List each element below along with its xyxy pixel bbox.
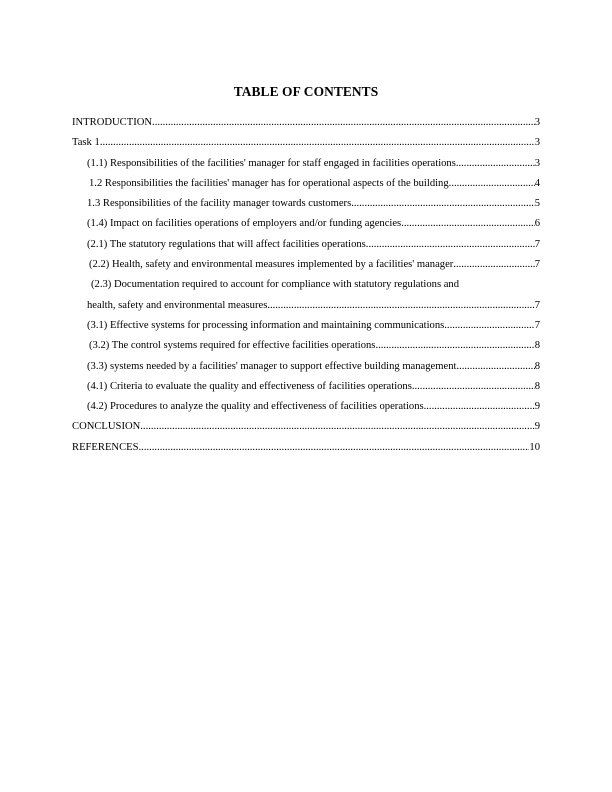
dot-leader — [152, 113, 535, 133]
toc-page-number: 7 — [534, 299, 540, 311]
toc-page-number: 3 — [534, 137, 540, 149]
dot-leader — [456, 357, 534, 377]
dot-leader — [375, 336, 534, 356]
toc-entry-4-2[interactable] — [72, 397, 540, 417]
toc-entry-text: CONCLUSION — [72, 421, 141, 433]
dot-leader — [456, 154, 535, 174]
toc-entry-1-1[interactable] — [72, 154, 540, 174]
toc-page-number: 3 — [534, 117, 540, 128]
toc-page-number: 7 — [534, 319, 540, 331]
dot-leader — [139, 438, 530, 458]
toc-entry-text: 1.3 Responsibilities of the facility manager towards customers — [87, 198, 352, 210]
toc-page-number: 7 — [534, 238, 540, 250]
toc-entry-2-2[interactable] — [72, 255, 540, 275]
toc-entry-text: (2.1) The statutory regulations that will affect facilities operations — [87, 238, 366, 250]
toc-entry-1-2[interactable] — [72, 174, 540, 194]
toc-entry-text: REFERENCES — [72, 441, 139, 453]
toc-entry-text: (3.1) Effective systems for processing information and maintaining communications. — [87, 319, 447, 331]
toc-entry-text: (1.1) Responsibilities of the facilities' manager for staff engaged in facilities operations — [87, 157, 456, 169]
toc-entry-references[interactable] — [72, 438, 540, 458]
dot-leader — [453, 255, 534, 275]
toc-page-number: 4 — [534, 177, 540, 189]
table-of-contents — [72, 113, 540, 458]
toc-entry-3-1[interactable] — [72, 316, 540, 336]
dot-leader — [426, 397, 534, 417]
dot-leader — [140, 417, 534, 437]
toc-page-number: 10 — [529, 441, 540, 453]
toc-page-number: 9 — [534, 401, 540, 413]
toc-page-number: 6 — [534, 218, 540, 230]
toc-page-number: 9 — [534, 421, 540, 433]
dot-leader — [401, 214, 535, 234]
toc-entry-text: INTRODUCTION — [72, 117, 153, 128]
toc-page-number: 8 — [534, 380, 540, 392]
toc-page-number: 8 — [534, 360, 540, 372]
dot-leader — [267, 296, 534, 316]
toc-entry-text: health, safety and environmental measures — [87, 299, 268, 311]
toc-entry-text: (4.1) Criteria to evaluate the quality and effectiveness of facilities operations — [87, 380, 412, 392]
toc-entry-text: (1.4) Impact on facilities operations of employers and/or funding agencies — [87, 218, 402, 230]
toc-entry-text: (4.2) Procedures to analyze the quality and effectiveness of facilities operations. — [87, 401, 427, 413]
toc-page-number: 8 — [534, 340, 540, 352]
toc-entry-3-3[interactable] — [72, 357, 540, 377]
toc-entry-conclusion[interactable] — [72, 417, 540, 437]
dot-leader — [100, 133, 535, 153]
toc-entry-introduction[interactable] — [72, 113, 540, 133]
toc-entry-1-4[interactable] — [72, 214, 540, 234]
toc-entry-text: (3.3) systems needed by a facilities' manager to support effective building management — [87, 360, 457, 372]
toc-entry-1-3[interactable] — [72, 194, 540, 214]
toc-entry-task-1[interactable] — [72, 133, 540, 153]
toc-entry-text: (2.2) Health, safety and environmental measures implemented by a facilities' manager — [89, 259, 454, 271]
toc-page-number: 3 — [534, 157, 540, 169]
dot-leader — [447, 316, 535, 336]
toc-entry-2-1[interactable] — [72, 235, 540, 255]
toc-entry-text: (3.2) The control systems required for effective facilities operations — [89, 340, 376, 352]
toc-entry-2-3[interactable] — [72, 296, 540, 316]
dot-leader — [412, 377, 535, 397]
toc-entry-4-1[interactable] — [72, 377, 540, 397]
dot-leader — [366, 235, 535, 255]
toc-entry-3-2[interactable] — [72, 336, 540, 356]
toc-entry-text: 1.2 Responsibilities the facilities' manager has for operational aspects of the building. — [89, 177, 452, 189]
toc-entry-2-3-line-1[interactable] — [72, 275, 540, 295]
toc-entry-text: (2.3) Documentation required to account for compliance with statutory regulations and — [91, 279, 460, 291]
toc-page-number: 7 — [534, 259, 540, 271]
toc-entry-text: Task 1 — [72, 137, 100, 149]
dot-leader — [451, 174, 534, 194]
page-title: TABLE OF CONTENTS — [233, 84, 379, 99]
dot-leader — [351, 194, 535, 214]
toc-page-number: 5 — [534, 198, 540, 210]
